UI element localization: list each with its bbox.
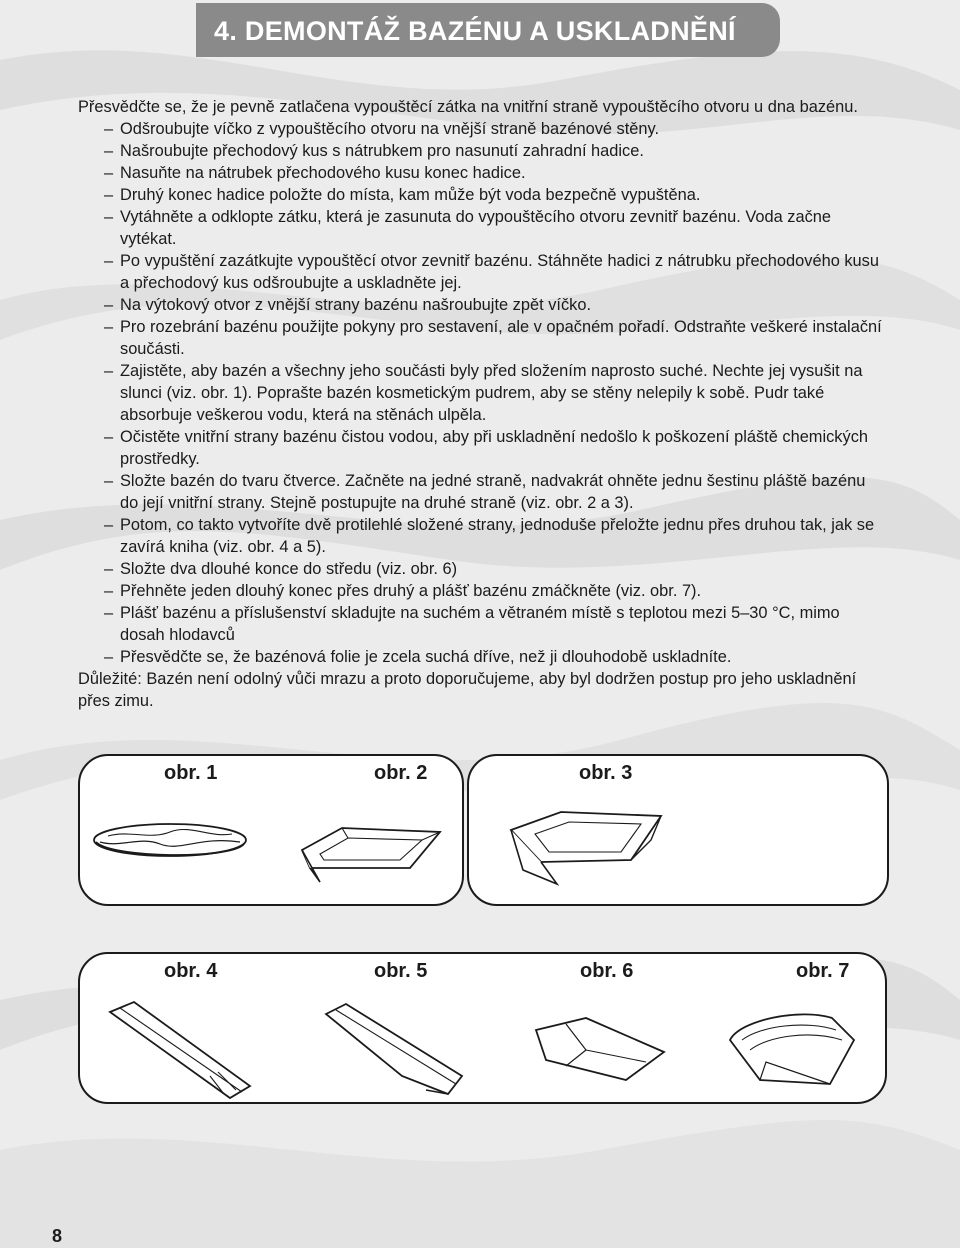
section-title: 4. DEMONTÁŽ BAZÉNU A USKLADNĚNÍ [214,16,736,46]
section-header-bar [196,3,780,57]
list-item: – Na výtokový otvor z vnější strany bazénu našroubujte zpět víčko. [104,296,592,314]
dash-bullet: – [104,318,114,336]
figure-label-4: obr. 4 [164,960,218,982]
figure-3-illustration [501,800,671,896]
figure-4-illustration [100,994,260,1104]
figure-2-illustration [290,810,450,890]
figure-box-top-right [467,754,889,906]
dash-bullet: – [104,142,114,160]
dash-bullet: – [104,648,114,666]
dash-bullet: – [104,560,114,578]
dash-bullet: – [104,252,114,270]
figure-box-bottom [78,952,887,1104]
dash-bullet: – [104,362,114,380]
figure-label-6: obr. 6 [580,960,634,982]
figure-box-top-left [78,754,464,906]
list-item: – Přehněte jeden dlouhý konec přes druhý a plášť bazénu zmáčkněte (viz. obr. 7). [104,582,702,600]
list-item: – Zajistěte, aby bazén a všechny jeho součásti byly před složením naprosto suché. Nechte jej vysušit na slunci (viz. obr. 1). Poprašte bazén kosmetickým pudrem, aby se stěny nelepily k sobě. Pudr také absorbuje veškerou vodu, která na stěnách ulpěla. [104,362,863,424]
intro-paragraph: Přesvědčte se, že je pevně zatlačena vypouštěcí zátka na vnitřní straně vypouštěcího otvoru u dna bazénu. [78,98,858,116]
steps-list [78,118,888,668]
figure-label-7: obr. 7 [796,960,850,982]
dash-bullet: – [104,582,114,600]
list-item: – Vytáhněte a odklopte zátku, která je zasunuta do vypouštěcího otvoru zevnitř bazénu. Voda začne vytékat. [104,208,832,248]
dash-bullet: – [104,164,114,182]
list-item: – Pro rozebrání bazénu použijte pokyny pro sestavení, ale v opačném pořadí. Odstraňte veškeré instalační součásti. [104,318,882,358]
page-number: 8 [52,1226,63,1246]
list-item: – Složte bazén do tvaru čtverce. Začněte na jedné straně, nadvakrát ohněte jednu šestinu pláště bazénu do její vnitřní strany. Stejně postupujte na druhé straně (viz. obr. 2 a 3). [104,472,866,512]
figure-label-2: obr. 2 [374,762,428,784]
dash-bullet: – [104,208,114,226]
list-item: – Po vypuštění zazátkujte vypouštěcí otvor zevnitř bazénu. Stáhněte hadici z nátrubku přechodového kusu a přechodový kus odšroubujte a uskladněte jej. [104,252,879,292]
important-note: Důležité: Bazén není odolný vůči mrazu a proto doporučujeme, aby byl dodržen postup pro jeho uskladnění přes zimu. [78,670,857,710]
figure-label-3: obr. 3 [579,762,633,784]
dash-bullet: – [104,428,114,446]
figure-6-illustration [526,1000,676,1100]
list-item: – Plášť bazénu a příslušenství skladujte na suchém a větraném místě s teplotou mezi 5–30 °C, mimo dosah hlodavců [104,604,840,644]
list-item: – Složte dva dlouhé konce do středu (viz. obr. 6) [104,560,458,578]
figure-label-1: obr. 1 [164,762,218,784]
figure-1-illustration [90,818,250,874]
dash-bullet: – [104,516,114,534]
instructions-text [78,96,888,712]
list-item: – Nasuňte na nátrubek přechodového kusu konec hadice. [104,164,526,182]
dash-bullet: – [104,120,114,138]
figure-label-5: obr. 5 [374,960,428,982]
figure-5-illustration [316,994,476,1104]
list-item: – Přesvědčte se, že bazénová folie je zcela suchá dříve, než ji dlouhodobě uskladníte. [104,648,732,666]
list-item: – Odšroubujte víčko z vypouštěcího otvoru na vnější straně bazénové stěny. [104,120,660,138]
dash-bullet: – [104,186,114,204]
dash-bullet: – [104,296,114,314]
figure-7-illustration [720,1000,870,1100]
dash-bullet: – [104,604,114,622]
list-item: – Našroubujte přechodový kus s nátrubkem pro nasunutí zahradní hadice. [104,142,644,160]
list-item: – Potom, co takto vytvoříte dvě protilehlé složené strany, jednoduše přeložte jednu přes druhou tak, jak se zavírá kniha (viz. obr. 4 a 5). [104,516,875,556]
list-item: – Očistěte vnitřní strany bazénu čistou vodou, aby při uskladnění nedošlo k poškození pláště chemických prostředky. [104,428,868,468]
list-item: – Druhý konec hadice položte do místa, kam může být voda bezpečně vypuštěna. [104,186,701,204]
dash-bullet: – [104,472,114,490]
